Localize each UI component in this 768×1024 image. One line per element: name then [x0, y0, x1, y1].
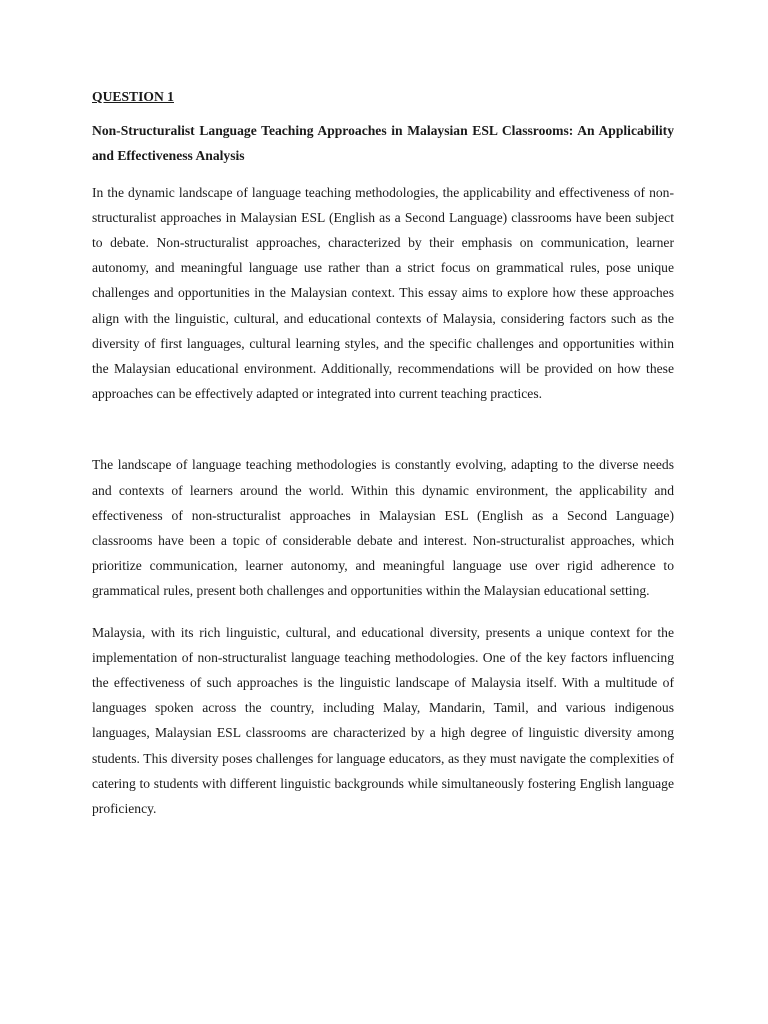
paragraph-malaysia-context: Malaysia, with its rich linguistic, cultural, and educational diversity, presents a unique context for the implementation of non-structuralist language teaching methodologies. One of the key factors influencing the effectiveness of such approaches is the linguistic landscape of Malaysia itself. With a multitude of languages spoken across the country, including Malay, Mandarin, Tamil, and various indigenous languages, Malaysian ESL classrooms are characterized by a high degree of linguistic diversity among students. This diversity poses challenges for language educators, as they must navigate the complexities of catering to students with different linguistic backgrounds while simultaneously fostering English language proficiency. — [92, 624, 674, 817]
document-page — [92, 84, 674, 821]
paragraph-introduction: In the dynamic landscape of language teaching methodologies, the applicability and effectiveness of non-structuralist approaches in Malaysian ESL (English as a Second Language) classrooms have been subject to debate. Non-structuralist approaches, characterized by their emphasis on communication, learner autonomy, and meaningful language use rather than a strict focus on grammatical rules, pose unique challenges and opportunities in the Malaysian context. This essay aims to explore how these approaches align with the linguistic, cultural, and educational contexts of Malaysia, considering factors such as the diversity of first languages, cultural learning styles, and the specific challenges and opportunities within the Malaysian educational environment. Additionally, recommendations will be provided on how these approaches can be effectively adapted or integrated into current teaching practices. — [92, 184, 674, 402]
essay-title: Non-Structuralist Language Teaching Approaches in Malaysian ESL Classrooms: An Applicability and Effectiveness Analysis — [92, 123, 674, 164]
paragraph-landscape: The landscape of language teaching methodologies is constantly evolving, adapting to the diverse needs and contexts of learners around the world. Within this dynamic environment, the applicability and effectiveness of non-structuralist approaches in Malaysian ESL (English as a Second Language) classrooms have been a topic of considerable debate and interest. Non-structuralist approaches, which prioritize communication, learner autonomy, and meaningful language use over rigid adherence to grammatical rules, present both challenges and opportunities within the Malaysian educational setting. — [92, 457, 674, 599]
question-heading: QUESTION 1 — [92, 89, 174, 104]
